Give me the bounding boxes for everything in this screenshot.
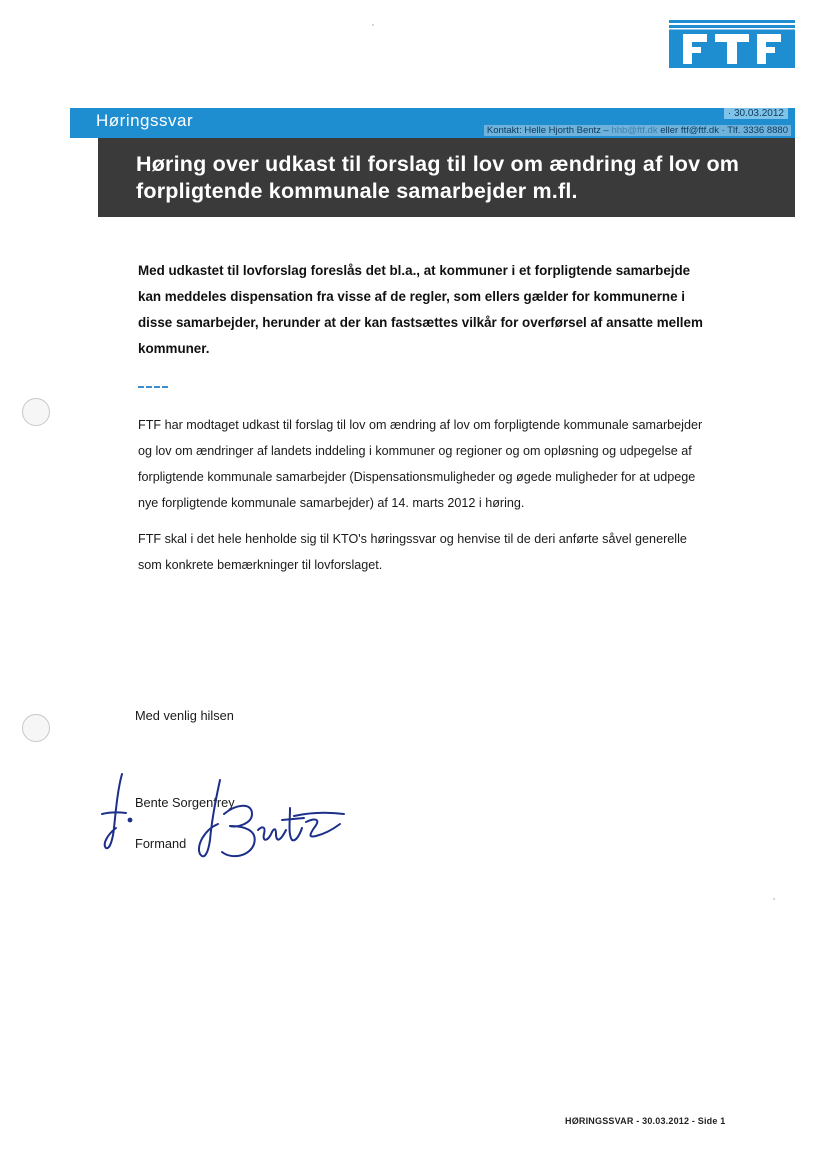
contact-email-2[interactable]: ftf@ftf.dk [680, 125, 719, 136]
ftf-logo [669, 20, 795, 68]
date-value: 30.03.2012 [733, 108, 784, 119]
summary-paragraph: Med udkastet til lovforslag foreslås det bl.a., at kommuner i et forpligtende samarbejde kan meddeles dispensation fra visse af de regler, som ellers gælder for kommunerne i disse samarbejder, herunder at der kan fastsættes vilkår for overførsel af ansatte mellem kommuner. [138, 263, 703, 356]
contact-prefix: Kontakt: [486, 125, 522, 136]
scan-speck [773, 898, 775, 900]
scan-speck [372, 24, 374, 26]
contact-name: Helle Hjorth Bentz [524, 125, 601, 136]
contact-phone: Tlf. 3336 8880 [727, 125, 788, 136]
body-paragraph-1: FTF har modtaget udkast til forslag til lov om ændring af lov om forpligtende kommunale samarbejder og lov om ændringer af landets inddeling i kommuner og regioner og om opløsning og udpegelse af forpligtende kommunale samarbejder (Dispensationsmuligheder og øgede muligheder for at udpege nye forpligtende kommunale samarbejder) af 14. marts 2012 i høring. [138, 418, 703, 510]
page-footer: HØRINGSSVAR - 30.03.2012 - Side 1 [565, 1116, 726, 1126]
title-band [98, 138, 795, 217]
handwritten-signature [92, 768, 352, 878]
body-paragraph-2: FTF skal i det hele henholde sig til KTO's høringssvar og henvise til de deri anførte såvel generelle som konkrete bemærkninger til lovforslaget. [138, 532, 687, 572]
section-label: Høringssvar [96, 111, 194, 130]
punch-hole-bottom [22, 714, 50, 742]
signer-role: Formand [135, 836, 187, 851]
contact-email-1[interactable]: hhb@ftf.dk [611, 125, 658, 136]
body-text [138, 412, 708, 588]
section-divider [138, 386, 168, 388]
document-title: Høring over udkast til forslag til lov om ændring af lov om forpligtende kommunale samarbejder m.fl. [136, 152, 740, 203]
greeting: Med venlig hilsen [135, 708, 234, 723]
document-date: · 30.03.2012 [724, 108, 788, 119]
signer-name: Bente Sorgenfrey [135, 795, 235, 810]
contact-line: Kontakt: Helle Hjorth Bentz – hhb@ftf.dk eller ftf@ftf.dk · Tlf. 3336 8880 [484, 125, 791, 136]
contact-or: eller [660, 125, 679, 136]
ftf-logo-mark [669, 20, 795, 68]
punch-hole-top [22, 398, 50, 426]
